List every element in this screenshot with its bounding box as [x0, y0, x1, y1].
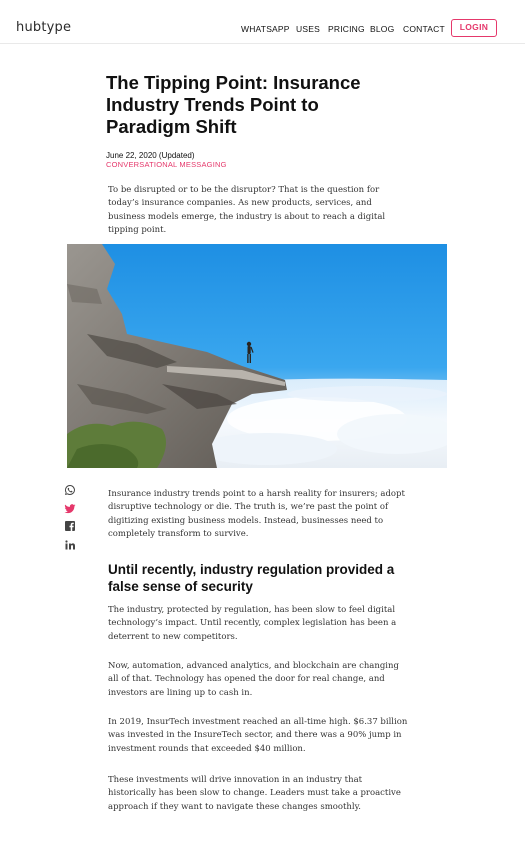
nav-uses[interactable]: USES: [296, 24, 320, 34]
whatsapp-icon: [64, 484, 76, 496]
twitter-icon: [64, 503, 76, 515]
share-whatsapp[interactable]: [64, 484, 78, 498]
facebook-icon: [64, 520, 76, 532]
nav-contact[interactable]: CONTACT: [403, 24, 445, 34]
hubtype-logo[interactable]: hubtype: [16, 20, 72, 35]
linkedin-icon: [64, 539, 76, 551]
nav-whatsapp[interactable]: WHATSAPP: [241, 24, 290, 34]
nav-pricing[interactable]: PRICING: [328, 24, 365, 34]
article-paragraph-5: These investments will drive innovation in an industry that historically has been slow to change. Leaders must take a proactive approach if they want to navigate these changes smoothly.: [108, 775, 401, 812]
site-header: [0, 0, 525, 44]
article-paragraph-3: Now, automation, advanced analytics, and blockchain are changing all of that. Technology has opened the door for real change, and investors are lining up to cash in.: [108, 661, 399, 698]
article-intro: To be disrupted or to be the disruptor? That is the question for today’s insurance companies. As new products, services, and business models emerge, the industry is about to reach a digital tipping point.: [108, 185, 386, 235]
article-date: June 22, 2020 (Updated): [106, 151, 195, 160]
article-subheading: Until recently, industry regulation provided a false sense of security: [108, 562, 395, 594]
article-category-link[interactable]: CONVERSATIONAL MESSAGING: [106, 160, 227, 169]
article-title: The Tipping Point: Insurance Industry Trends Point to Paradigm Shift: [106, 72, 361, 137]
article-paragraph-1: Insurance industry trends point to a harsh reality for insurers; adopt disruptive technology or die. The truth is, we’re past the point of digitizing existing business models. Instead, businesses need to completely transform to survive.: [108, 489, 405, 539]
share-twitter[interactable]: [64, 503, 78, 517]
cliff-over-clouds-illustration: [67, 244, 447, 468]
article-paragraph-4: In 2019, InsurTech investment reached an all-time high. $6.37 billion was invested in the InsureTech sector, and there was a 90% jump in investment rounds that exceeded $40 million.: [108, 717, 408, 754]
nav-blog[interactable]: BLOG: [370, 24, 395, 34]
login-button[interactable]: LOGIN: [451, 19, 497, 37]
share-linkedin[interactable]: [64, 539, 78, 553]
share-facebook[interactable]: [64, 520, 78, 534]
main-nav: [0, 24, 525, 36]
article-paragraph-2: The industry, protected by regulation, has been slow to feel digital technology’s impact. Until recently, complex legislation has been a deterrent to new competitors.: [108, 605, 397, 642]
hero-image: [67, 244, 447, 468]
